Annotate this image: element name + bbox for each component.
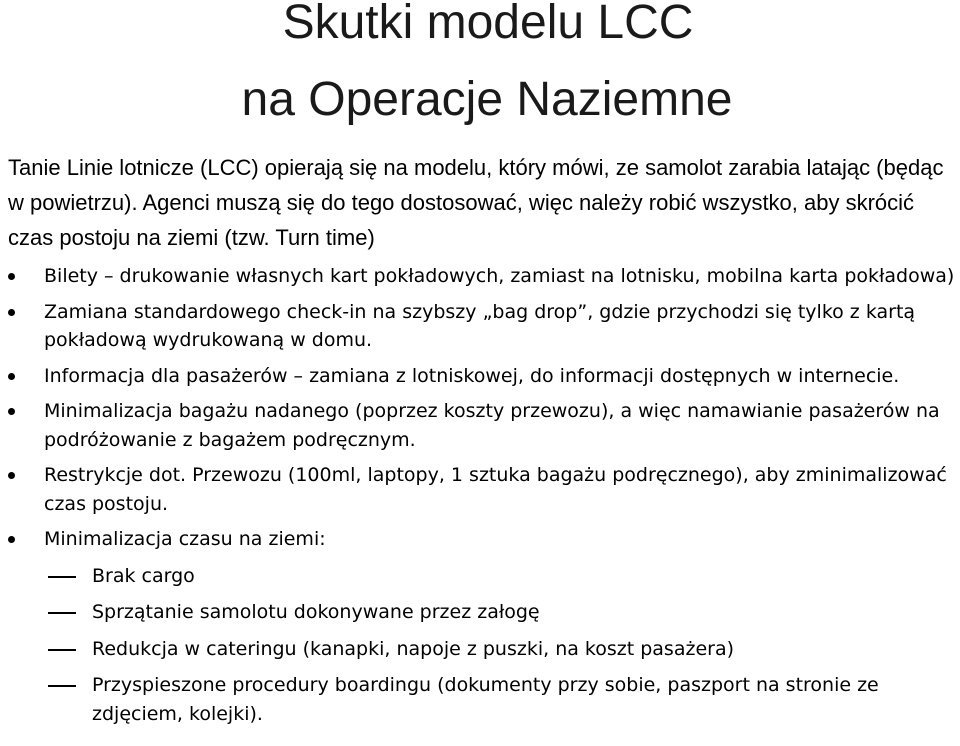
bullet-text: Informacja dla pasażerów – zamiana z lotniskowej, do informacji dostępnych w internecie. [44, 364, 900, 387]
bullet-item [0, 461, 960, 518]
bullet-text: Zamiana standardowego check-in na szybszy „bag drop”, gdzie przychodzi się tylko z kartą pokładową wydrukowaną w domu. [44, 300, 916, 351]
slide-title-line-2: na Operacje Naziemne [241, 73, 733, 126]
sub-bullet-list [0, 562, 956, 729]
bullet-item [0, 362, 960, 391]
sub-bullet-text: Przyspieszone procedury boardingu (dokumenty przy sobie, paszport na stronie ze zdjęciem, kolejki). [92, 674, 879, 725]
bullet-dot-icon [8, 273, 15, 280]
sub-bullet-text: Sprzątanie samolotu dokonywane przez załogę [92, 601, 540, 623]
bullet-text: Restrykcje dot. Przewozu (100ml, laptopy, 1 sztuka bagażu podręcznego), aby zminimalizować czas postoju. [44, 464, 947, 515]
sub-bullet-text: Brak cargo [92, 564, 195, 587]
dash-icon [48, 576, 76, 578]
slide-title-line-1: Skutki modelu LCC [282, 0, 694, 49]
dash-icon [48, 685, 76, 687]
sub-bullet-item [0, 671, 956, 728]
bullet-text: Bilety – drukowanie własnych kart pokładowych, zamiast na lotnisku, mobilna karta pokładowa) [44, 265, 955, 287]
sub-bullet-item [0, 598, 956, 627]
bullet-text: Minimalizacja bagażu nadanego (poprzez koszty przewozu), a więc namawianie pasażerów na podróżowanie z bagażem podręcznym. [44, 400, 940, 451]
bullet-dot-icon [8, 536, 15, 543]
sub-bullet-text: Redukcja w cateringu (kanapki, napoje z puszki, na koszt pasażera) [92, 637, 735, 660]
bullet-dot-icon [8, 408, 15, 415]
sub-bullet-item [0, 562, 956, 591]
intro-paragraph: Tanie Linie lotnicze (LCC) opierają się na modelu, który mówi, ze samolot zarabia latając (będąc w powietrzu). Agenci muszą się do tego dostosować, więc należy robić wszystko, aby skrócić czas postoju na ziemi (tzw. Turn time) [8, 155, 944, 250]
bullet-item [0, 397, 960, 454]
dash-icon [48, 612, 76, 614]
bullet-item [0, 262, 960, 291]
bullet-dot-icon [8, 309, 15, 316]
bullet-list [0, 262, 960, 735]
bullet-text: Minimalizacja czasu na ziemi: [44, 528, 326, 550]
bullet-item [0, 525, 960, 728]
sub-bullet-item [0, 635, 956, 664]
bullet-item [0, 298, 960, 355]
bullet-dot-icon [8, 472, 15, 479]
dash-icon [48, 649, 76, 651]
bullet-dot-icon [8, 373, 15, 380]
